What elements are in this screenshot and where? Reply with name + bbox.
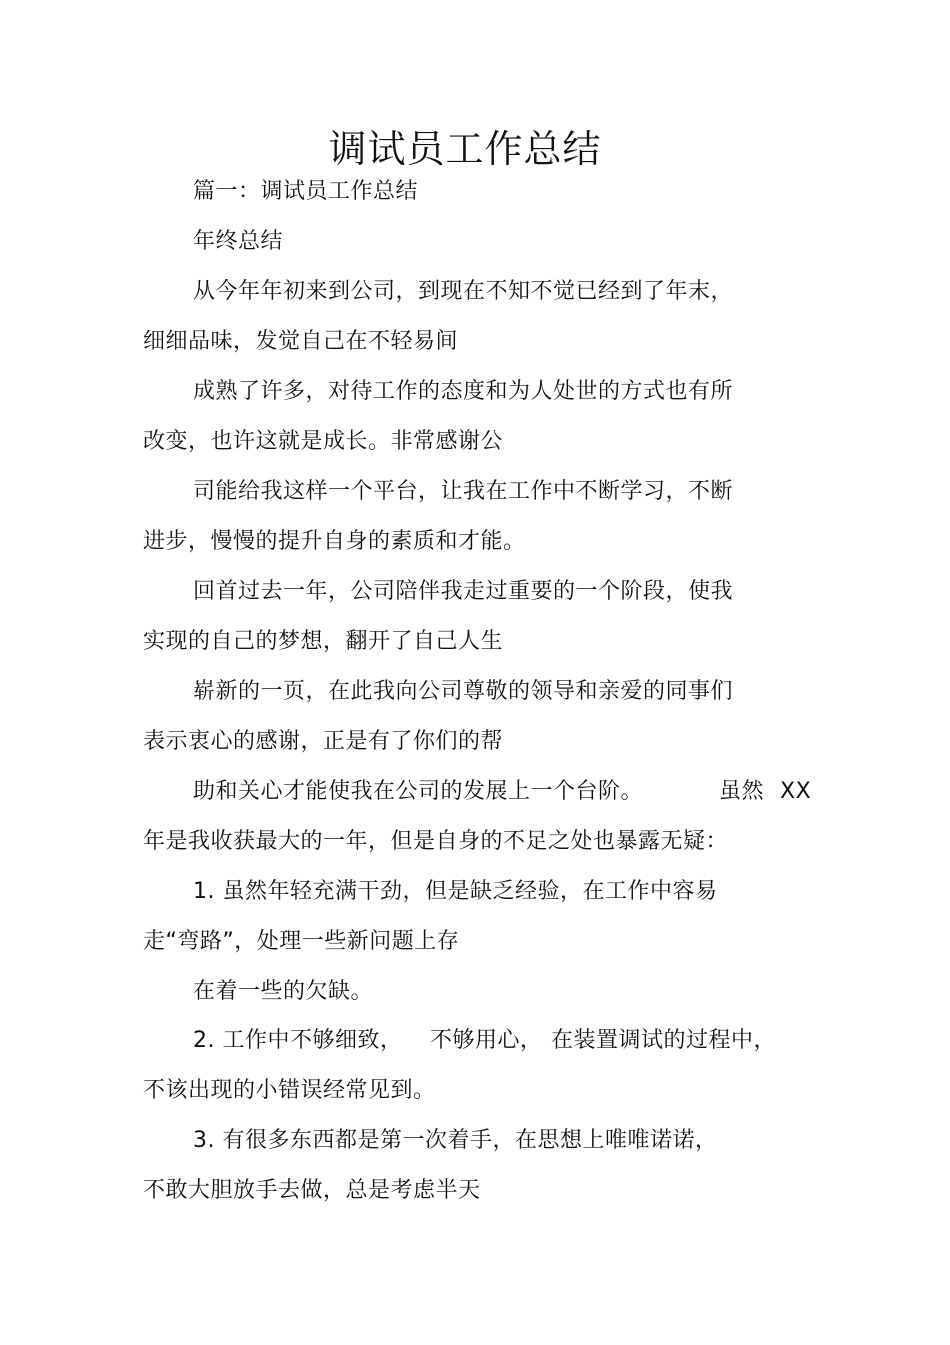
paragraph-line: 年是我收获最大的一年，但是自身的不足之处也暴露无疑： bbox=[143, 829, 729, 854]
paragraph-line: 崭新的一页，在此我向公司尊敬的领导和亲爱的同事们 bbox=[193, 679, 734, 704]
paragraph-line: 成熟了许多，对待工作的态度和为人处世的方式也有所 bbox=[193, 379, 734, 404]
paragraph-line: 从今年年初来到公司，到现在不知不觉已经到了年末， bbox=[193, 279, 734, 304]
paragraph-line: 不该出现的小错误经常见到。 bbox=[143, 1078, 436, 1103]
paragraph-line: 司能给我这样一个平台，让我在工作中不断学习，不断 bbox=[193, 479, 734, 504]
paragraph-line: 实现的自己的梦想，翻开了自己人生 bbox=[143, 629, 504, 654]
paragraph-line: 助和关心才能使我在公司的发展上一个台阶。 bbox=[193, 779, 644, 804]
paragraph-line: 回首过去一年，公司陪伴我走过重要的一个阶段，使我 bbox=[193, 579, 734, 604]
paragraph-line: 改变，也许这就是成长。非常感谢公 bbox=[143, 429, 504, 454]
paragraph-line: 细细品味，发觉自己在不轻易间 bbox=[143, 329, 459, 354]
paragraph-line: 走“弯路”，处理一些新问题上存 bbox=[143, 929, 460, 954]
section-heading: 篇一：调试员工作总结 bbox=[193, 179, 419, 204]
paragraph-line-fragment: 虽然 bbox=[719, 779, 765, 804]
paragraph-line: 表示衷心的感谢，正是有了你们的帮 bbox=[143, 729, 504, 754]
paragraph-line-fragment: XX bbox=[780, 779, 812, 804]
paragraph-line: 不敢大胆放手去做，总是考虑半天 bbox=[143, 1178, 481, 1203]
paragraph-line-fragment: 在装置调试的过程中， bbox=[551, 1028, 777, 1053]
document-title: 调试员工作总结 bbox=[328, 127, 602, 171]
paragraph-line-fragment: 不够用心， bbox=[430, 1028, 543, 1053]
subheading: 年终总结 bbox=[193, 229, 284, 254]
list-item-3: 3. 有很多东西都是第一次着手，在思想上唯唯诺诺， bbox=[193, 1128, 718, 1153]
paragraph-line: 在着一些的欠缺。 bbox=[193, 979, 374, 1004]
list-item-1: 1. 虽然年轻充满干劲，但是缺乏经验，在工作中容易 bbox=[193, 879, 718, 904]
paragraph-line: 进步，慢慢的提升自身的素质和才能。 bbox=[143, 529, 526, 554]
list-item-2: 2. 工作中不够细致， bbox=[193, 1028, 403, 1053]
